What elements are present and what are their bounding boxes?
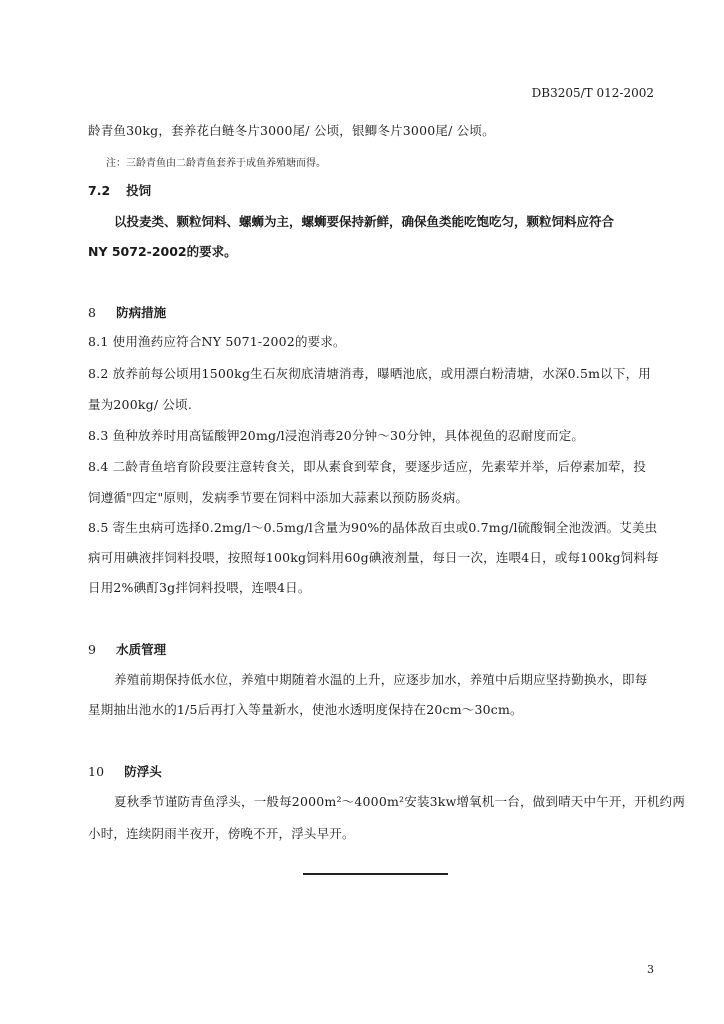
paragraph-line: 龄青鱼30kg，套养花白鲢冬片3000尾/ 公顷，银鲫冬片3000尾/ 公顷。	[88, 123, 495, 138]
section-number: 10	[88, 764, 105, 779]
note: 注：三龄青鱼由二龄青鱼套养于成鱼养殖塘而得。	[106, 158, 326, 169]
clause-8-5-line1: 8.5 寄生虫病可选择0.2mg/l～0.5mg/l含量为90%的晶体敌百虫或0.7mg/l硫酸铜全池泼洒。艾美虫	[88, 520, 658, 535]
section-8-heading	[88, 303, 166, 321]
section-title: 防病措施	[116, 305, 167, 320]
end-rule	[303, 873, 448, 875]
section-9-heading	[88, 640, 166, 658]
clause-8-2-line2: 量为200kg/ 公顷.	[88, 397, 192, 412]
page-number: 3	[647, 963, 654, 976]
clause-8-1: 8.1 使用渔药应符合NY 5071-2002的要求。	[88, 334, 346, 349]
paragraph-line: 养殖前期保持低水位，养殖中期随着水温的上升，应逐步加水，养殖中后期应坚持勤换水，即每	[114, 672, 648, 687]
section-number: 9	[88, 642, 97, 657]
clause-8-5-line3: 日用2%碘酊3g拌饲料投喂，连喂4日。	[88, 580, 311, 595]
section-title: 投饲	[126, 183, 152, 198]
section-number: 8	[88, 305, 97, 320]
section-title: 防浮头	[124, 764, 162, 779]
section-10-heading	[88, 762, 162, 780]
document-id: DB3205/T 012-2002	[531, 86, 654, 100]
clause-8-5-line2: 病可用碘液拌饲料投喂，按照每100kg饲料用60g碘液剂量，每日一次，连喂4日，或每100kg饲料每	[88, 550, 659, 565]
clause-8-4-line2: 饲遵循"四定"原则，发病季节要在饲料中添加大蒜素以预防肠炎病。	[88, 490, 469, 505]
clause-8-2-line1: 8.2 放养前每公顷用1500kg生石灰彻底清塘消毒，曝晒池底，或用漂白粉清塘，水深0.5m以下，用	[88, 366, 651, 381]
paragraph-line: 星期抽出池水的1/5后再打入等量新水，使池水透明度保持在20cm～30cm。	[88, 702, 523, 717]
section-7-2-heading	[88, 181, 151, 199]
paragraph-line: 以投麦类、颗粒饲料、螺蛳为主，螺蛳要保持新鲜，确保鱼类能吃饱吃匀，颗粒饲料应符合	[114, 214, 615, 229]
section-title: 水质管理	[116, 642, 167, 657]
clause-8-4-line1: 8.4 二龄青鱼培育阶段要注意转食关，即从素食到荤食，要逐步适应，先素荤并举，后停素加荤，投	[88, 459, 647, 474]
clause-8-3: 8.3 鱼种放养时用高锰酸钾20mg/l浸泡消毒20分钟～30分钟，具体视鱼的忍耐度而定。	[88, 428, 585, 443]
section-number: 7.2	[88, 183, 111, 198]
paragraph-line: NY 5072-2002的要求。	[88, 244, 237, 259]
paragraph-line: 小时，连续阴雨半夜开，傍晚不开，浮头早开。	[88, 826, 355, 841]
paragraph-line: 夏秋季节谨防青鱼浮头，一般每2000m²～4000m²安装3kw增氧机一台，做到晴天中午开，开机约两	[114, 794, 686, 809]
